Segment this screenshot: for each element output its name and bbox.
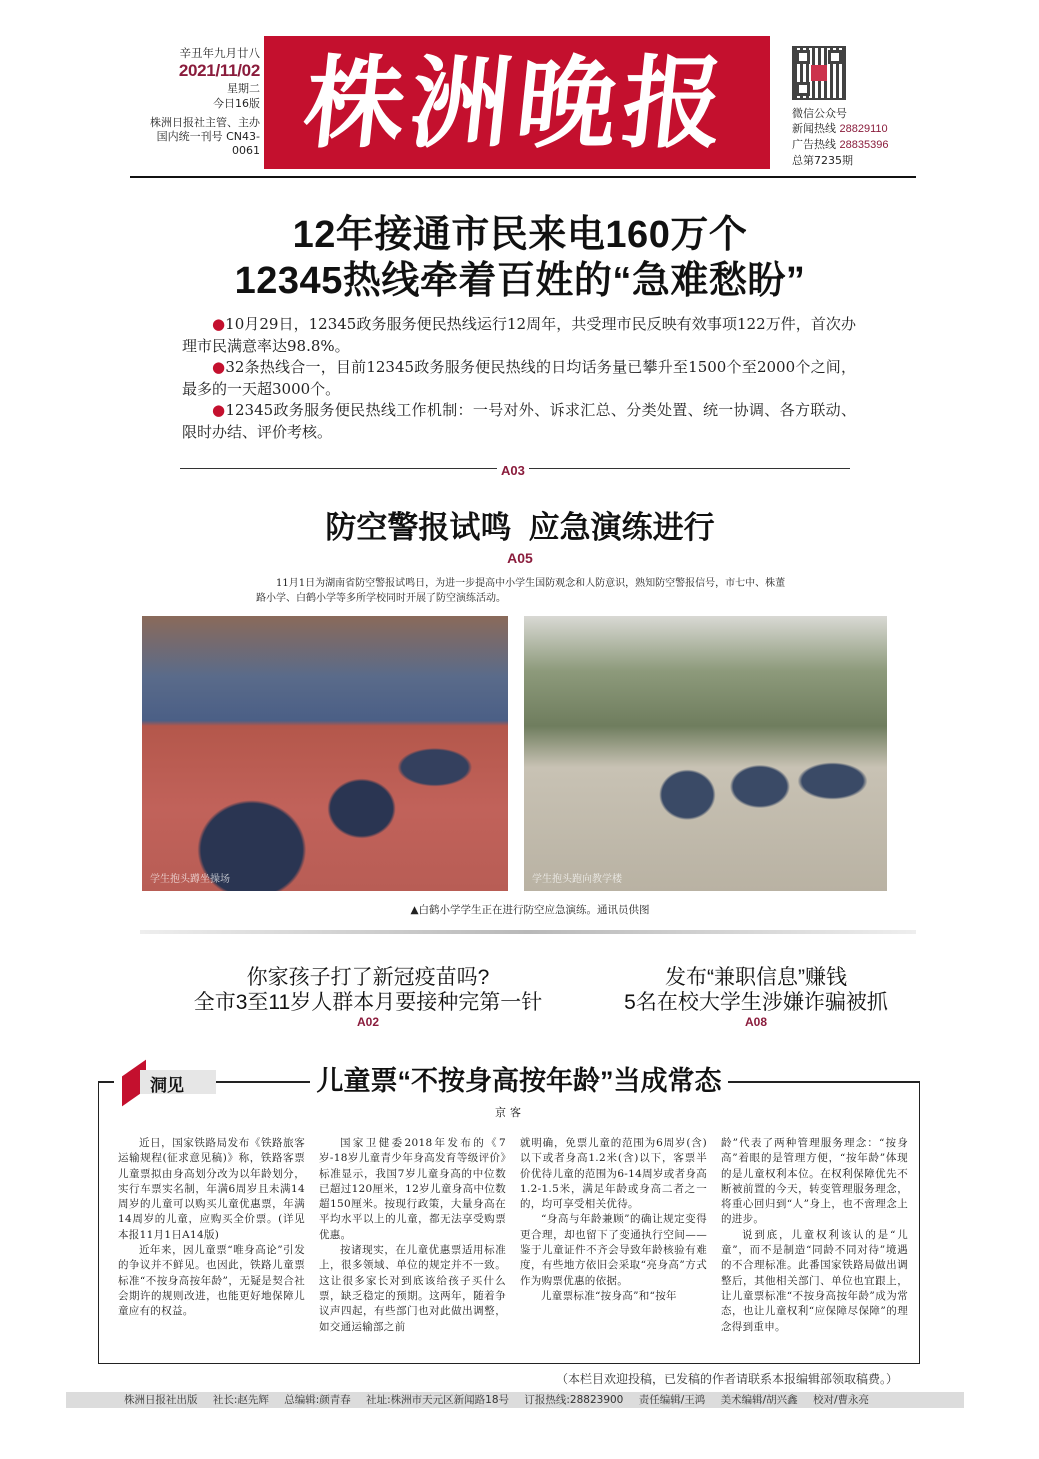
issue-date: 2021/11/02 [178,61,260,80]
page-ref-link[interactable]: A08 [566,1015,946,1029]
opinion-title[interactable]: 儿童票“不按身高按年龄”当成常态 [316,1066,722,1096]
imprint-footer [66,1392,964,1408]
footer-item: 社长:赵先辉 [212,1394,269,1406]
footer-item: 责任编辑/王鸿 [638,1394,706,1406]
drill-lede: 11月1日为湖南省防空警报试鸣日，为进一步提高中小学生国防观念和人防意识，熟知防空警报信号，市七中、株董路小学、白鹤小学等多所学校同时开展了防空演练活动。 [256,578,786,604]
opinion-column: 国家卫健委2018年发布的《7岁-18岁儿童青少年身高发育等级评价》标准显示，我国7岁儿童身高的中位数已超过120厘米，12岁儿童身高中位数超150厘米。按现行政策，大量身高在平均水平以上的儿童，都无法享受购票优惠。 按诸现实，在儿童优惠票适用标准上，很多领域、单位的规定并不一致。这让很多家长对到底该给孩子买什么票，缺乏稳定的预期。这两年，随着争议声四起，有些部门也对此做出调整，如交通运输部之前 [319,1137,506,1333]
footer-item: 订报热线:28823900 [524,1394,624,1406]
publisher-line: 株洲日报社主管、主办 [150,116,260,129]
lead-page-ref [497,460,529,479]
issue-number: 总第7235期 [792,154,853,167]
news-hotline-number: 28829110 [839,123,888,135]
bullet-dot-icon: ● [212,358,226,376]
bullet-dot-icon: ● [212,401,226,419]
lead-headline[interactable]: 12年接通市民来电160万个 12345热线牵着百姓的“急难愁盼” [234,214,806,302]
drill-page-ref [130,548,910,567]
qr-code-icon[interactable] [792,46,846,100]
page-ref-link[interactable]: A05 [503,550,537,566]
footer-item: 校对/曹永亮 [812,1394,870,1406]
bullet-dot-icon: ● [212,315,226,333]
footer-item: 社址:株洲市天元区新闻路18号 [366,1394,510,1406]
photo-students-crouching: 学生抱头蹲坐操场 [142,616,508,891]
opinion-border [728,1081,920,1083]
photo-caption: ▲白鹤小学学生正在进行防空应急演练。通讯员供图 [410,904,650,916]
teaser-fraud[interactable]: 发布“兼职信息”赚钱 5名在校大学生涉嫌诈骗被抓 A08 [566,965,946,1029]
ad-hotline-number: 28835396 [839,139,889,151]
lunar-date: 辛丑年九月廿八 [179,46,260,60]
opinion-columns [118,1136,908,1335]
news-hotline: 新闻热线 28829110 [792,122,888,135]
drill-headline[interactable]: 防空警报试鸣 应急演练进行 [325,510,715,545]
gray-divider [140,930,916,934]
column-tag: 洞见 [118,1066,216,1096]
weekday: 星期二 [227,82,260,95]
page-count: 今日16版 [213,97,260,110]
opinion-border [214,1081,310,1083]
masthead-date-block [132,46,260,158]
page-ref-link[interactable]: A02 [178,1015,558,1029]
logo-text: 株洲晚报 [298,43,736,162]
footer-item: 株洲日报社出版 [124,1394,198,1406]
opinion-column: 龄”代表了两种管理服务理念：“按身高”着眼的是管理方便，“按年龄”体现的是儿童权利本位。在权利保障优先不断被前置的今天，转变管理服务理念，将重心回归到“人”身上，也不啻理念上的进步。 说到底，儿童权利该认的是“儿童”，而不是制造“同龄不同对待”境遇的不合理标准。此番国家铁路局做出调整后，其他相关部门、单位也宜跟上，让儿童票标准“不按身高按年龄”成为常态，也让儿童权利“应保障尽保障”的理念得到重申。 [721,1137,908,1333]
opinion-border [98,1081,114,1083]
issn-line: 国内统一刊号 CN43-0061 [156,130,260,157]
opinion-column: 近日，国家铁路局发布《铁路旅客运输规程(征求意见稿)》称，铁路客票儿童票拟由身高划分改为以年龄划分，实行车票实名制，年满6周岁且未满14周岁的儿童可以购买儿童优惠票，年满14周岁的儿童，应购买全价票。(详见本报11月1日A14版) 近年来，因儿童票“唯身高论”引发的争议并不鲜见。也因此，铁路儿童票标准“不按身高按年龄”，无疑是契合社会期许的规则改进，也能更好地保障儿童应有的权益。 [118,1137,305,1318]
bullet-item: ●10月29日，12345政务服务便民热线运行12周年，共受理市民反映有效事项122万件，首次办理市民满意率达98.8%。 [182,315,856,355]
footer-item: 总编辑:颜青春 [284,1394,351,1406]
submission-note: （本栏目欢迎投稿，已发稿的作者请联系本报编辑部领取稿费。） [556,1372,899,1386]
bullet-item: ●32条热线合一，目前12345政务服务便民热线的日均话务量已攀升至1500个至2000个之间，最多的一天超3000个。 [182,358,857,398]
ad-hotline: 广告热线 28835396 [792,138,889,151]
lead-bullets [182,314,856,443]
bullet-item: ●12345政务服务便民热线工作机制：一号对外、诉求汇总、分类处置、统一协调、各方联动、限时办结、评价考核。 [182,401,856,441]
opinion-author: 京客 [495,1106,525,1119]
photo-students-running: 学生抱头跑向教学楼 [524,616,887,891]
wechat-label: 微信公众号 [792,107,847,120]
masthead-contact-block [792,46,932,168]
teaser-vaccine[interactable]: 你家孩子打了新冠疫苗吗? 全市3至11岁人群本月要接种完第一针 A02 [178,965,558,1029]
page-ref-link[interactable]: A03 [497,463,529,478]
opinion-column: 就明确，免票儿童的范围为6周岁(含)以下或者身高1.2米(含)以下，客票半价优待儿童的范围为6-14周岁或者身高1.2-1.5米，满足年龄或身高二者之一的，均可享受相关优待。 “身高与年龄兼顾”的确让规定变得更合理，却也留下了变通执行空间——鉴于儿童证件不齐会导致年龄核验有难度，有些地方依旧会采取“亮身高”方式作为购票优惠的依据。 儿童票标准“按身高”和“按年 [520,1137,707,1302]
footer-item: 美术编辑/胡兴鑫 [720,1394,798,1406]
masthead-divider [130,176,916,178]
newspaper-logo [264,36,770,169]
